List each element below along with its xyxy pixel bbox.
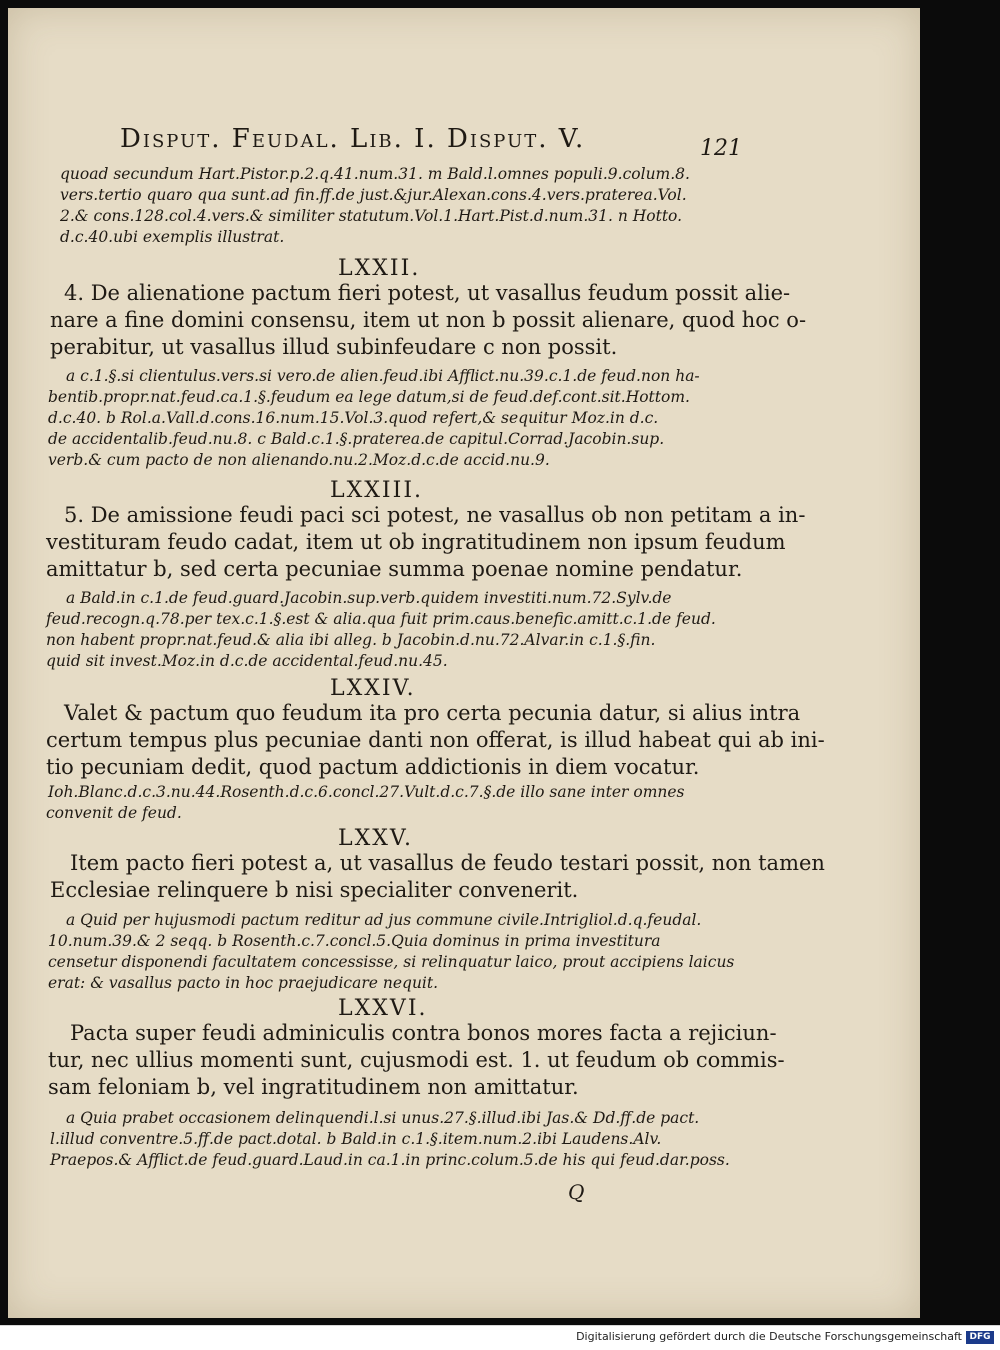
section-number: LXXV.: [338, 826, 413, 851]
paragraph-line: certum tempus plus pecuniae danti non offerat, is illud habeat qui ab ini-: [46, 728, 825, 752]
note-line: de accidentalib.feud.nu.8. c Bald.c.1.§.praterea.de capitul.Corrad.Jacobin.sup.: [48, 430, 665, 448]
paragraph-line: sam feloniam b, vel ingratitudinem non amittatur.: [48, 1075, 579, 1099]
paragraph-line: Valet & pactum quo feudum ita pro certa pecunia datur, si alius intra: [64, 701, 801, 725]
paragraph-line: nare a fine domini consensu, item ut non b possit alienare, quod hoc o-: [50, 308, 807, 332]
note-line: verb.& cum pacto de non alienando.nu.2.Moz.d.c.de accid.nu.9.: [48, 451, 550, 469]
note-line: non habent propr.nat.feud.& alia ibi alleg. b Jacobin.d.nu.72.Alvar.in c.1.§.fin.: [46, 631, 656, 649]
note-line: vers.tertio quaro qua sunt.ad fin.ff.de just.&jur.Alexan.cons.4.vers.praterea.Vol.: [60, 186, 687, 204]
paragraph-line: perabitur, ut vasallus illud subinfeudare c non possit.: [50, 335, 618, 359]
catchword: Q: [568, 1180, 585, 1204]
note-line: a Bald.in c.1.de feud.guard.Jacobin.sup.verb.quidem investiti.num.72.Sylv.de: [66, 589, 672, 607]
paragraph-line: 5. De amissione feudi paci sci potest, ne vasallus ob non petitam a in-: [64, 503, 806, 527]
paragraph-line: tur, nec ullius momenti sunt, cujusmodi est. 1. ut feudum ob commis-: [48, 1048, 785, 1072]
section-number: LXXIV.: [330, 676, 416, 701]
paragraph-line: amittatur b, sed certa pecuniae summa poenae nomine pendatur.: [46, 557, 743, 581]
paragraph-line: 4. De alienatione pactum fieri potest, ut vasallus feudum possit alie-: [64, 281, 791, 305]
note-line: Ioh.Blanc.d.c.3.nu.44.Rosenth.d.c.6.concl.27.Vult.d.c.7.§.de illo sane inter omnes: [48, 783, 685, 801]
note-line: d.c.40.ubi exemplis illustrat.: [60, 228, 285, 246]
note-line: d.c.40. b Rol.a.Vall.d.cons.16.num.15.Vol.3.quod refert,& sequitur Moz.in d.c.: [48, 409, 659, 427]
note-line: a Quia prabet occasionem delinquendi.l.si unus.27.§.illud.ibi Jas.& Dd.ff.de pact.: [66, 1109, 700, 1127]
paragraph-line: Ecclesiae relinquere b nisi specialiter convenerit.: [50, 878, 579, 902]
note-line: Praepos.& Afflict.de feud.guard.Laud.in ca.1.in princ.colum.5.de his qui feud.dar.poss.: [50, 1151, 730, 1169]
running-header: Disput. Feudal. Lib. I. Disput. V.: [120, 124, 586, 154]
note-line: 2.& cons.128.col.4.vers.& similiter statutum.Vol.1.Hart.Pist.d.num.31. n Hotto.: [60, 207, 683, 225]
note-line: convenit de feud.: [46, 804, 182, 822]
paragraph-line: Pacta super feudi adminiculis contra bonos mores facta a rejiciun-: [70, 1021, 777, 1045]
book-page: [8, 8, 920, 1318]
section-number: LXXIII.: [330, 478, 423, 503]
dfg-logo: DFG: [966, 1331, 994, 1344]
note-line: quoad secundum Hart.Pistor.p.2.q.41.num.31. m Bald.l.omnes populi.9.colum.8.: [60, 165, 690, 183]
note-line: feud.recogn.q.78.per tex.c.1.§.est & alia.qua fuit prim.caus.benefic.amitt.c.1.de feud.: [46, 610, 716, 628]
note-line: l.illud conventre.5.ff.de pact.dotal. b Bald.in c.1.§.item.num.2.ibi Laudens.Alv.: [50, 1130, 662, 1148]
paragraph-line: vestituram feudo cadat, item ut ob ingratitudinem non ipsum feudum: [46, 530, 786, 554]
note-line: censetur disponendi facultatem concessisse, si relinquatur laico, prout accipiens laicus: [48, 953, 735, 971]
note-line: a c.1.§.si clientulus.vers.si vero.de alien.feud.ibi Afflict.nu.39.c.1.de feud.non ha-: [66, 367, 700, 385]
note-line: a Quid per hujusmodi pactum reditur ad jus commune civile.Intrigliol.d.q.feudal.: [66, 911, 702, 929]
note-line: erat: & vasallus pacto in hoc praejudicare nequit.: [48, 974, 439, 992]
footer-bar: [0, 1325, 1000, 1350]
section-number: LXXVI.: [338, 996, 428, 1021]
paragraph-line: tio pecuniam dedit, quod pactum addictionis in diem vocatur.: [46, 755, 700, 779]
note-line: 10.num.39.& 2 seqq. b Rosenth.c.7.concl.5.Quia dominus in prima investitura: [48, 932, 661, 950]
paragraph-line: Item pacto fieri potest a, ut vasallus de feudo testari possit, non tamen: [70, 851, 825, 875]
footer-credit: Digitalisierung gefördert durch die Deutsche Forschungsgemeinschaft: [576, 1330, 962, 1343]
page-number: 121: [700, 136, 742, 161]
note-line: bentib.propr.nat.feud.ca.1.§.feudum ea lege datum,si de feud.def.cont.sit.Hottom.: [48, 388, 690, 406]
section-number: LXXII.: [338, 256, 421, 281]
note-line: quid sit invest.Moz.in d.c.de accidental.feud.nu.45.: [46, 652, 448, 670]
